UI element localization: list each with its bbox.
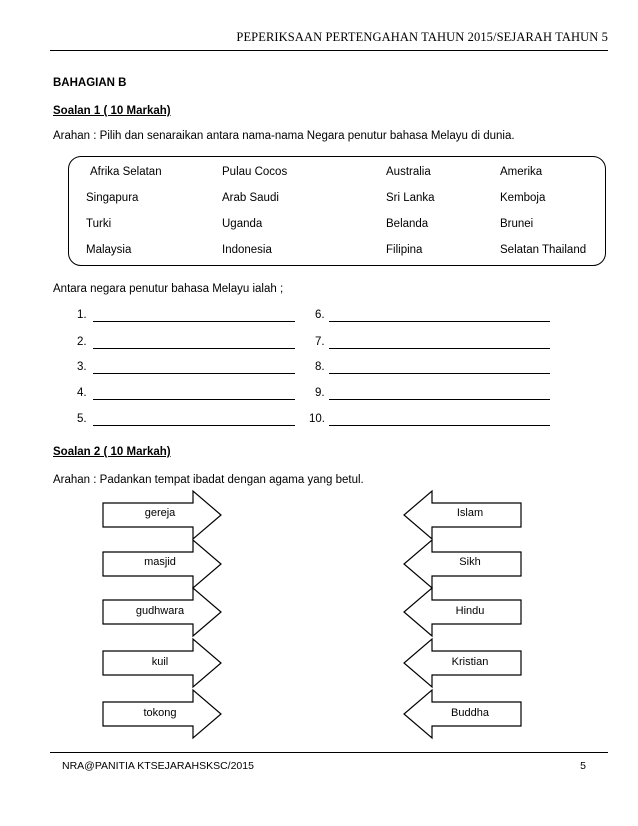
footer-rule xyxy=(50,752,608,753)
religion-item[interactable]: Buddha xyxy=(451,707,489,719)
country-option: Brunei xyxy=(500,218,534,230)
answer-number: 8. xyxy=(315,361,325,373)
answer-number: 3. xyxy=(77,361,87,373)
answer-number: 9. xyxy=(315,387,325,399)
religion-item[interactable]: Islam xyxy=(456,507,484,519)
answer-number: 7. xyxy=(315,336,325,348)
religion-item[interactable]: Kristian xyxy=(451,656,489,668)
answer-number: 1. xyxy=(77,309,87,321)
answer-number: 6. xyxy=(315,309,325,321)
country-option: Pulau Cocos xyxy=(222,166,288,178)
religion-item[interactable]: Hindu xyxy=(455,605,485,617)
country-option: Turki xyxy=(86,218,112,230)
q1-heading: Soalan 1 ( 10 Markah) xyxy=(53,105,171,117)
q1-answer-prompt: Antara negara penutur bahasa Melayu ialah ; xyxy=(53,283,284,295)
country-option: Australia xyxy=(386,166,431,178)
footer-left: NRA@PANITIA KTSEJARAHSKSC/2015 xyxy=(62,760,254,772)
answer-number: 5. xyxy=(77,413,87,425)
answer-number: 10. xyxy=(309,413,325,425)
place-of-worship-item[interactable]: masjid xyxy=(144,556,176,568)
place-of-worship-item[interactable]: gudhwara xyxy=(135,605,185,617)
country-option: Selatan Thailand xyxy=(500,244,587,256)
page-number: 5 xyxy=(580,760,586,772)
country-option: Malaysia xyxy=(86,244,132,256)
q1-instruction: Arahan : Pilih dan senaraikan antara nama-nama Negara penutur bahasa Melayu di dunia. xyxy=(53,130,515,142)
page-header-title: PEPERIKSAAN PERTENGAHAN TAHUN 2015/SEJARAH TAHUN 5 xyxy=(236,30,608,44)
q2-instruction: Arahan : Padankan tempat ibadat dengan agama yang betul. xyxy=(53,474,364,486)
place-of-worship-item[interactable]: gereja xyxy=(144,507,176,519)
country-option: Sri Lanka xyxy=(386,192,435,204)
country-option: Amerika xyxy=(500,166,543,178)
country-option: Afrika Selatan xyxy=(90,166,162,178)
answer-number: 2. xyxy=(77,336,87,348)
answer-number: 4. xyxy=(77,387,87,399)
country-option: Arab Saudi xyxy=(222,192,279,204)
place-of-worship-item[interactable]: tokong xyxy=(143,707,177,719)
q2-heading: Soalan 2 ( 10 Markah) xyxy=(53,446,171,458)
country-option: Kemboja xyxy=(500,192,546,204)
religion-item[interactable]: Sikh xyxy=(459,556,481,568)
country-option: Uganda xyxy=(222,218,263,230)
country-option: Filipina xyxy=(386,244,423,256)
place-of-worship-item[interactable]: kuil xyxy=(151,656,169,668)
country-option: Belanda xyxy=(386,218,429,230)
country-option: Indonesia xyxy=(222,244,272,256)
country-option: Singapura xyxy=(86,192,139,204)
section-title: BAHAGIAN B xyxy=(53,77,127,89)
